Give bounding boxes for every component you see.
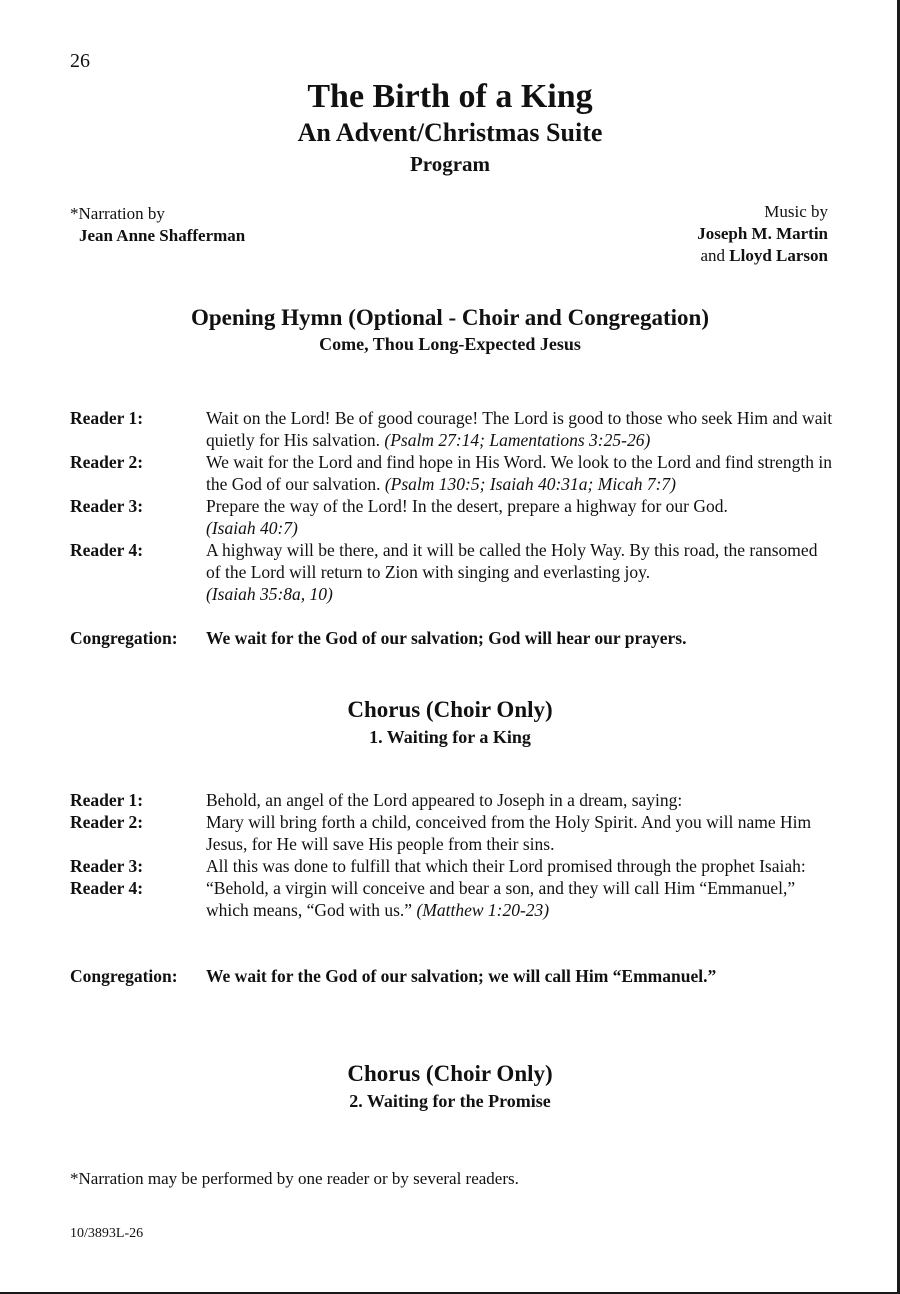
section1-subtitle: Come, Thou Long-Expected Jesus bbox=[319, 334, 581, 354]
reading-text: Mary will bring forth a child, conceived from the Holy Spirit. And you will name Him Jesus, for He will save His people from their sins. bbox=[206, 812, 812, 854]
narrator-name: Jean Anne Shafferman bbox=[79, 226, 246, 245]
page-subtitle: An Advent/Christmas Suite bbox=[297, 118, 603, 147]
section2-subtitle: 1. Waiting for a King bbox=[369, 727, 531, 747]
reader-label: Reader 3: bbox=[70, 496, 144, 516]
section1-title: Opening Hymn (Optional - Choir and Congregation) bbox=[190, 305, 709, 330]
reading-text: “Behold, a virgin will conceive and bear a son, and they will call Him “Emmanuel,” which means, “God with us.” (Matthew 1:20-23) bbox=[206, 878, 796, 920]
scripture-citation: (Isaiah 35:8a, 10) bbox=[206, 584, 333, 604]
narration-label: *Narration by bbox=[70, 204, 165, 223]
footnote: *Narration may be performed by one reader or by several readers. bbox=[70, 1169, 519, 1188]
reader-label: Reader 1: bbox=[70, 408, 144, 428]
reading-text: We wait for the Lord and find hope in His Word. We look to the Lord and find strength in the God of our salvation. (Psalm 130:5; Isaiah 40:31a; Micah 7:7) bbox=[206, 452, 832, 494]
section2-readings bbox=[70, 789, 835, 921]
page-title: The Birth of a King bbox=[307, 78, 593, 115]
congregation-label: Congregation: bbox=[70, 628, 178, 648]
catalog-code: 10/3893L-26 bbox=[70, 1226, 144, 1241]
reading-text: A highway will be there, and it will be called the Holy Way. By this road, the ransomed of the Lord will return to Zion with singing and everlasting joy. (Isaiah 35:8a, 10) bbox=[206, 540, 818, 604]
reader-label: Reader 4: bbox=[70, 540, 144, 560]
section2-congregation bbox=[70, 965, 835, 987]
reading-row bbox=[70, 855, 835, 877]
reader-label: Reader 1: bbox=[70, 790, 144, 810]
reading-row bbox=[70, 811, 835, 855]
reading-text: All this was done to fulfill that which their Lord promised through the prophet Isaiah: bbox=[206, 856, 806, 876]
music-credit bbox=[697, 201, 828, 267]
narration-credit bbox=[70, 203, 245, 247]
congregation-response: We wait for the God of our salvation; God will hear our prayers. bbox=[206, 628, 687, 648]
section3-subtitle: 2. Waiting for the Promise bbox=[349, 1091, 551, 1111]
program-label: Program bbox=[409, 152, 491, 176]
scripture-citation: (Isaiah 40:7) bbox=[206, 518, 298, 538]
reading-row bbox=[70, 407, 835, 451]
scripture-citation: (Matthew 1:20-23) bbox=[416, 900, 550, 920]
reading-text: Wait on the Lord! Be of good courage! The Lord is good to those who seek Him and wait quietly for His salvation. (Psalm 27:14; Lamentations 3:25-26) bbox=[206, 408, 833, 450]
composer-2-line bbox=[697, 245, 828, 267]
section1-readings bbox=[70, 407, 835, 605]
congregation-label: Congregation: bbox=[70, 966, 178, 986]
section3-title: Chorus (Choir Only) bbox=[347, 1061, 553, 1086]
and-label: and bbox=[700, 246, 726, 265]
reader-label: Reader 2: bbox=[70, 812, 144, 832]
reading-row bbox=[70, 451, 835, 495]
reader-label: Reader 3: bbox=[70, 856, 144, 876]
reader-label: Reader 2: bbox=[70, 452, 144, 472]
scripture-citation: (Psalm 27:14; Lamentations 3:25-26) bbox=[384, 430, 651, 450]
reading-text: Prepare the way of the Lord! In the desert, prepare a highway for our God. (Isaiah 40:7) bbox=[206, 496, 728, 538]
reading-row bbox=[70, 789, 835, 811]
reading-row bbox=[70, 495, 835, 539]
reading-text: Behold, an angel of the Lord appeared to Joseph in a dream, saying: bbox=[206, 790, 683, 810]
reading-row bbox=[70, 539, 835, 605]
composer-2: Lloyd Larson bbox=[729, 246, 828, 265]
reading-row bbox=[70, 877, 835, 921]
reader-label: Reader 4: bbox=[70, 878, 144, 898]
scripture-citation: (Psalm 130:5; Isaiah 40:31a; Micah 7:7) bbox=[384, 474, 676, 494]
section1-congregation bbox=[70, 627, 835, 649]
congregation-response: We wait for the God of our salvation; we will call Him “Emmanuel.” bbox=[206, 966, 717, 986]
page-number: 26 bbox=[70, 50, 90, 72]
composer-1: Joseph M. Martin bbox=[697, 224, 828, 243]
music-label: Music by bbox=[764, 202, 828, 221]
section2-title: Chorus (Choir Only) bbox=[347, 697, 553, 722]
